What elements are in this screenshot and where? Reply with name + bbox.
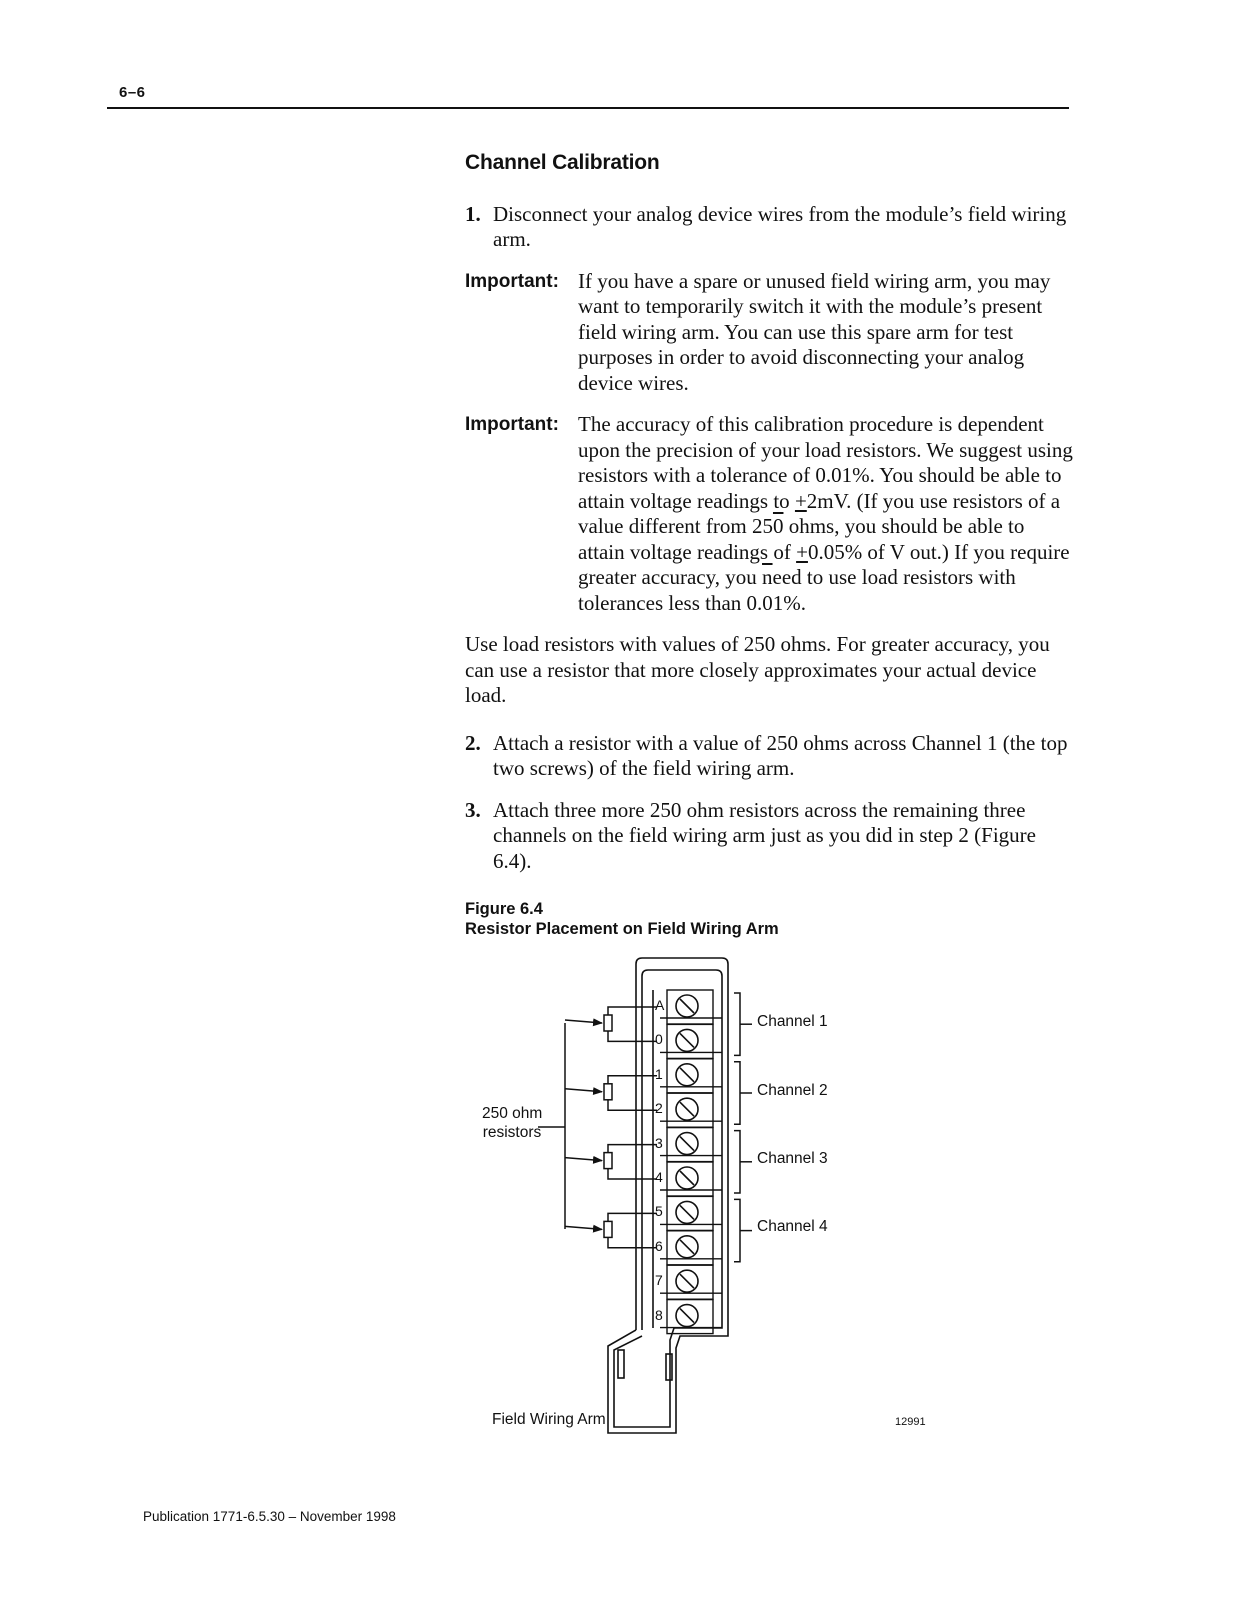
text-segment: ohms, you should be able to attain voltage readings of — [578, 514, 1025, 564]
body-paragraph: Use load resistors with values of 250 ohms. For greater accuracy, you can use a resistor that more closely approximates your actual device load. — [465, 632, 1050, 707]
channel-bracket — [734, 1062, 752, 1124]
terminal-screw — [660, 1231, 722, 1265]
step-number: 1. — [465, 201, 481, 226]
terminal-label: 3 — [655, 1134, 663, 1151]
important-text — [578, 412, 1075, 616]
channel-bracket — [734, 993, 752, 1055]
channel-2-label: Channel 2 — [757, 1082, 828, 1099]
channel-brackets — [734, 993, 752, 1262]
text-segment: eed to use load resistors with tolerances less than 0.01%. — [578, 565, 1016, 615]
important-label: Important: — [465, 414, 559, 435]
terminal-screw — [660, 1265, 722, 1299]
channel-1-label: Channel 1 — [757, 1013, 828, 1030]
field-wiring-arm-label: Field Wiring Arm — [492, 1411, 606, 1428]
resistor — [565, 1145, 657, 1179]
overlined-char: $\overline{n}$ — [762, 565, 773, 589]
step-text: Disconnect your analog device wires from the module’s field wiring arm. — [493, 201, 1067, 251]
wiring-arm-diagram — [460, 950, 940, 1440]
channel-bracket — [734, 1131, 752, 1193]
terminal-label: A — [655, 997, 665, 1013]
text-segment: The accuracy of this calibration procedure is dependent upon the precision of your load resistors. We suggest using resistors with a tolerance of 0.01%. You should be able to attain voltage readings to — [578, 412, 1073, 513]
figure-caption — [465, 899, 779, 939]
channel-3-label: Channel 3 — [757, 1150, 828, 1167]
header-rule — [107, 107, 1069, 109]
main-content — [465, 150, 1075, 890]
terminal-screw — [660, 1162, 722, 1196]
step-number: 3. — [465, 797, 481, 822]
important-note-1 — [465, 269, 1075, 397]
step-3 — [465, 798, 1075, 875]
resistor-label-line2: resistors — [482, 1124, 542, 1141]
step-number: 2. — [465, 730, 481, 755]
important-label: Important: — [465, 270, 559, 292]
text-segment: 0.05% of V out.) If you require greater accuracy, you — [578, 539, 1070, 589]
channel-bracket — [734, 1199, 752, 1261]
wiring-arm-figure — [460, 950, 940, 1440]
figure-id: 12991 — [895, 1416, 926, 1428]
terminal-screw — [660, 1093, 722, 1127]
figure-number: Figure 6.4 — [465, 900, 543, 918]
step-text: Attach three more 250 ohm resistors across the remaining three channels on the field wiring arm just as you did in step 2 (Figure 6.4). — [493, 797, 1036, 873]
terminal-screw — [660, 1196, 722, 1230]
figure-title: Resistor Placement on Field Wiring Arm — [465, 920, 779, 938]
footer-publication: Publication 1771-6.5.30 – November 1998 — [143, 1509, 396, 1524]
page-number: 6–6 — [119, 84, 146, 101]
resistor-label — [482, 1104, 542, 1142]
resistor — [565, 1007, 657, 1041]
terminal-label: 2 — [655, 1100, 663, 1117]
section-title: Channel Calibration — [465, 151, 660, 174]
resistor — [565, 1213, 657, 1247]
terminal-label: 8 — [655, 1306, 663, 1323]
plus-minus-sign: + — [796, 539, 808, 564]
resistor — [565, 1076, 657, 1110]
terminal-label: 4 — [655, 1169, 663, 1185]
plus-minus-sign: + — [794, 488, 807, 513]
terminal-label: 6 — [655, 1237, 663, 1254]
important-note-2 — [465, 412, 1075, 616]
terminal-screw — [660, 1128, 722, 1162]
terminal-label: 5 — [655, 1203, 663, 1220]
terminal-screw — [660, 990, 722, 1024]
resistors — [538, 1007, 657, 1248]
terminal-label: 0 — [655, 1031, 663, 1048]
channel-4-label: Channel 4 — [757, 1218, 828, 1235]
resistor-label-line1: 250 ohm — [482, 1105, 543, 1122]
terminal-screw — [660, 1024, 722, 1058]
terminal-screw — [660, 1059, 722, 1093]
step-1 — [465, 202, 1075, 253]
step-2 — [465, 731, 1075, 782]
step-text: Attach a resistor with a value of 250 ohms across Channel 1 (the top two screws) of the field wiring arm. — [493, 730, 1068, 780]
terminal-label: 7 — [655, 1272, 663, 1289]
overlined-char: 0 — [772, 514, 784, 538]
terminal-block — [660, 990, 722, 1334]
important-text: If you have a spare or unused field wiring arm, you may want to temporarily switch it with the module’s present field wiring arm. You can use this spare arm for test purposes in order to avoid disconnecting your analog device wires. — [578, 268, 1051, 395]
terminal-label: 1 — [655, 1065, 663, 1082]
text-segment: 2mV. (If you use resistors of a value different from 25 — [578, 488, 1061, 538]
